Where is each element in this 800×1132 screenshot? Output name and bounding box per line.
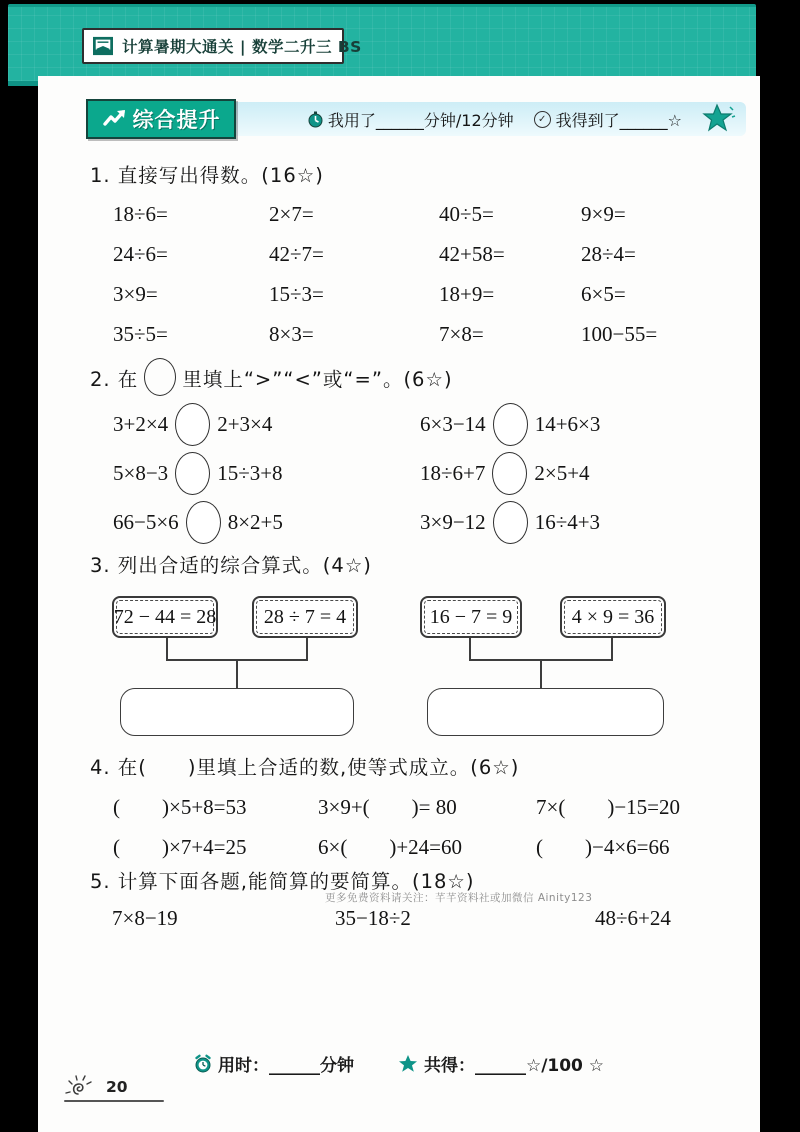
equation-box	[252, 596, 358, 638]
equation-text: 16 − 7 = 9	[429, 605, 513, 628]
summary-footer	[38, 1051, 760, 1076]
q1-expression: 100−55=	[581, 321, 658, 346]
left-expression: 3+2×4	[113, 412, 169, 436]
question-5-row	[112, 906, 671, 931]
star-icon	[398, 1054, 418, 1073]
q1-expression: 42÷7=	[269, 241, 324, 266]
q4-expression: ( )×7+4=25	[113, 835, 247, 859]
connector-line	[306, 638, 308, 661]
comparison-circle[interactable]	[186, 501, 221, 544]
q1-expression: 42+58=	[439, 241, 505, 266]
right-expression: 2×5+4	[534, 461, 590, 485]
question-4-title: 4. 在( )里填上合适的数,使等式成立。(6☆)	[90, 756, 520, 779]
equation-box	[112, 596, 218, 638]
question-1-title: 1. 直接写出得数。(16☆)	[90, 164, 324, 187]
comparison-item	[113, 403, 420, 446]
comparison-circle[interactable]	[493, 403, 528, 446]
question-4-grid	[113, 786, 756, 866]
score-label: 我得到了______☆	[555, 110, 682, 130]
decor-star-icon	[702, 103, 736, 135]
time-used-field[interactable]	[308, 108, 514, 131]
book-header	[82, 28, 362, 64]
comparison-item	[420, 452, 750, 495]
q1-expression: 24÷6=	[113, 241, 168, 266]
answer-box[interactable]	[120, 688, 354, 736]
q1-expression: 8×3=	[269, 321, 314, 346]
section-badge	[86, 99, 236, 139]
q2-title-suffix: 里填上“>”“<”或“=”。(6☆)	[182, 368, 453, 391]
q1-expression: 18+9=	[439, 281, 495, 306]
q1-expression: 9×9=	[581, 201, 626, 226]
section-title: 综合提升	[132, 108, 221, 132]
comparison-circle[interactable]	[493, 501, 528, 544]
connector-line	[611, 638, 613, 661]
equation-box	[420, 596, 522, 638]
right-expression: 14+6×3	[534, 412, 601, 436]
comparison-circle[interactable]	[492, 452, 527, 495]
comparison-circle[interactable]	[175, 403, 210, 446]
q1-expression: 18÷6=	[113, 201, 168, 226]
equation-text: 28 ÷ 7 = 4	[263, 605, 347, 628]
trend-up-icon	[102, 108, 128, 130]
time-used-label: 我用了______分钟/12分钟	[327, 110, 514, 130]
time-total-label: 用时：______分钟	[217, 1056, 354, 1076]
q4-expression: ( )×5+8=53	[113, 795, 247, 819]
question-2-grid	[113, 400, 750, 547]
page-number-block	[64, 1072, 128, 1106]
score-total-field[interactable]	[398, 1051, 604, 1076]
page-number: 20	[106, 1078, 128, 1096]
q1-expression: 2×7=	[269, 201, 314, 226]
connector-line	[236, 659, 238, 689]
left-expression: 3×9−12	[420, 510, 486, 534]
connector-line	[469, 638, 471, 661]
question-1-grid	[113, 194, 751, 354]
right-expression: 8×2+5	[227, 510, 283, 534]
sun-doodle-icon	[64, 1072, 100, 1102]
q4-expression: ( )−4×6=66	[536, 835, 670, 859]
q2-title-prefix: 2. 在	[90, 368, 139, 391]
question-2-title	[90, 358, 453, 396]
page-number-underline	[64, 1100, 164, 1102]
comparison-item	[420, 501, 750, 544]
left-expression: 5×8−3	[113, 461, 169, 485]
question-5-title: 5. 计算下面各题,能简算的要简算。(18☆)	[90, 870, 475, 893]
time-total-field[interactable]	[194, 1051, 354, 1076]
alarm-clock-icon	[194, 1054, 212, 1073]
check-circle-icon: ✓	[534, 111, 551, 128]
left-expression: 6×3−14	[420, 412, 486, 436]
comparison-circle[interactable]	[175, 452, 210, 495]
q1-expression: 28÷4=	[581, 241, 636, 266]
q4-expression: 7×( )−15=20	[536, 795, 681, 819]
comparison-item	[113, 452, 420, 495]
answer-box[interactable]	[427, 688, 664, 736]
equation-text: 72 − 44 = 28	[113, 605, 217, 628]
book-icon	[92, 36, 114, 56]
question-3-title: 3. 列出合适的综合算式。(4☆)	[90, 554, 372, 577]
left-expression: 66−5×6	[113, 510, 179, 534]
equation-box	[560, 596, 666, 638]
score-total-label: 共得：______☆/100 ☆	[423, 1056, 605, 1076]
q4-expression: 6×( )+24=60	[318, 835, 463, 859]
q1-expression: 35÷5=	[113, 321, 168, 346]
q1-expression: 6×5=	[581, 281, 626, 306]
q1-expression: 3×9=	[113, 281, 158, 306]
q5-expression: 7×8−19	[112, 906, 178, 930]
q4-expression: 3×9+( )= 80	[318, 795, 457, 819]
q1-expression: 15÷3=	[269, 281, 324, 306]
comparison-item	[420, 403, 750, 446]
right-expression: 16÷4+3	[534, 510, 601, 534]
timer-icon	[308, 111, 323, 128]
right-expression: 15÷3+8	[217, 461, 283, 485]
equation-text: 4 × 9 = 36	[571, 605, 655, 628]
score-field[interactable]	[534, 108, 682, 131]
connector-line	[540, 659, 542, 689]
watermark-text: 更多免费资料请关注：芊芊资料社或加微信 Ainity123	[325, 892, 593, 904]
q1-expression: 40÷5=	[439, 201, 494, 226]
q1-expression: 7×8=	[439, 321, 484, 346]
right-expression: 2+3×4	[217, 412, 273, 436]
comparison-item	[113, 501, 420, 544]
connector-line	[166, 638, 168, 661]
q5-expression: 48÷6+24	[595, 906, 671, 930]
book-title: 计算暑期大通关 | 数学二升三 BS	[122, 38, 362, 56]
q5-expression: 35−18÷2	[335, 906, 411, 930]
left-expression: 18÷6+7	[420, 461, 486, 485]
example-circle	[144, 358, 176, 396]
